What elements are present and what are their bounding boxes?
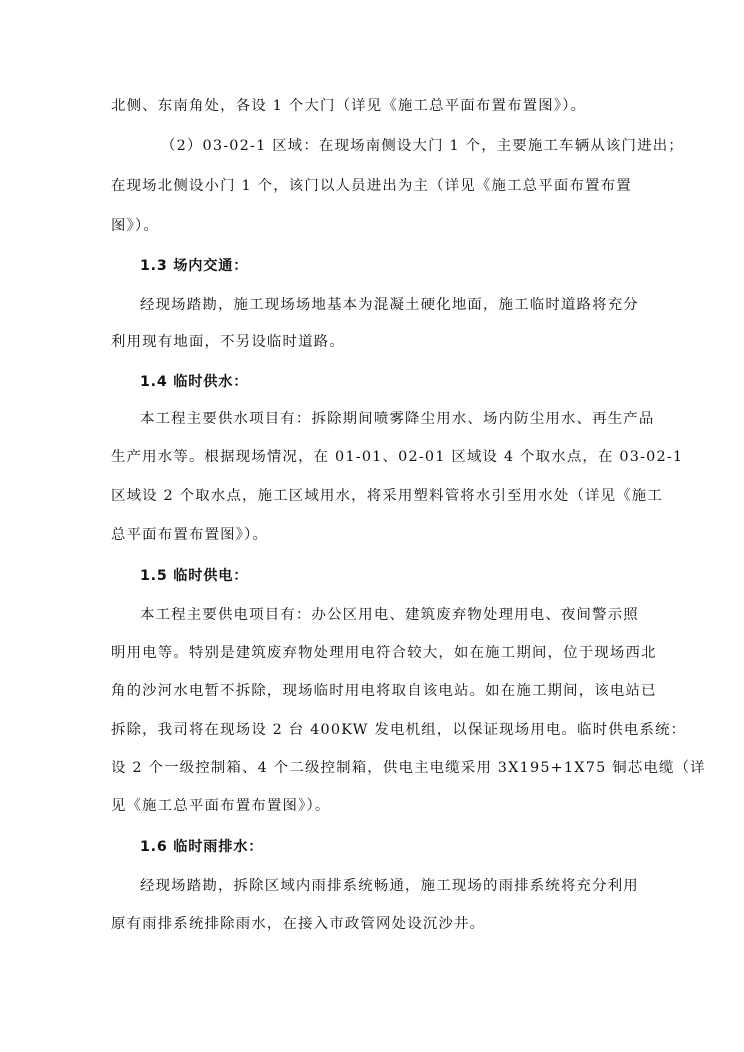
paragraph-line: （2）03-02-1 区域：在现场南侧设大门 1 个，主要施工车辆从该门进出； <box>161 138 684 154</box>
section-heading: 1.4 临时供水： <box>140 374 249 390</box>
section-heading: 1.5 临时供电： <box>140 568 249 584</box>
paragraph-line: 利用现有地面，不另设临时道路。 <box>111 334 345 350</box>
paragraph-line: 见《施工总平面布置布置图》）。 <box>111 798 331 814</box>
paragraph-line: 区域设 2 个取水点，施工区域用水，将采用塑料管将水引至用水处（详见《施工 <box>111 488 663 504</box>
paragraph-line: 生产用水等。根据现场情况，在 01-01、02-01 区域设 4 个取水点，在 03-02-1 <box>111 449 684 465</box>
paragraph-line: 图》）。 <box>111 218 159 234</box>
paragraph-line: 明用电等。特别是建筑废弃物处理用电符合较大，如在施工期间，位于现场西北 <box>111 645 657 661</box>
paragraph-line: 拆除，我司将在现场设 2 台 400KW 发电机组，以保证现场用电。临时供电系统： <box>111 722 687 738</box>
paragraph-line: 经现场踏勘，施工现场场地基本为混凝土硬化地面，施工临时道路将充分 <box>140 297 639 313</box>
paragraph-line: 设 2 个一级控制箱、4 个二级控制箱，供电主电缆采用 3X195+1X75 铜芯电缆（详 <box>111 760 706 776</box>
section-heading: 1.6 临时雨排水： <box>140 839 264 855</box>
paragraph-line: 角的沙河水电暂不拆除，现场临时用电将取自该电站。如在施工期间，该电站已 <box>111 683 657 699</box>
section-heading: 1.3 场内交通： <box>140 258 249 274</box>
paragraph-line: 总平面布置布置图》）。 <box>111 527 269 543</box>
paragraph-line: 本工程主要供电项目有：办公区用电、建筑废弃物处理用电、夜间警示照 <box>140 607 639 623</box>
paragraph-line: 经现场踏勘，拆除区域内雨排系统畅通，施工现场的雨排系统将充分利用 <box>140 878 639 894</box>
paragraph-line: 本工程主要供水项目有：拆除期间喷雾降尘用水、场内防尘用水、再生产品 <box>140 411 655 427</box>
paragraph-line: 在现场北侧设小门 1 个，该门以人员进出为主（详见《施工总平面布置布置 <box>111 178 632 194</box>
paragraph-line: 北侧、东南角处，各设 1 个大门（详见《施工总平面布置布置图》）。 <box>111 98 587 114</box>
paragraph-line: 原有雨排系统排除雨水，在接入市政管网处设沉沙井。 <box>111 916 486 932</box>
